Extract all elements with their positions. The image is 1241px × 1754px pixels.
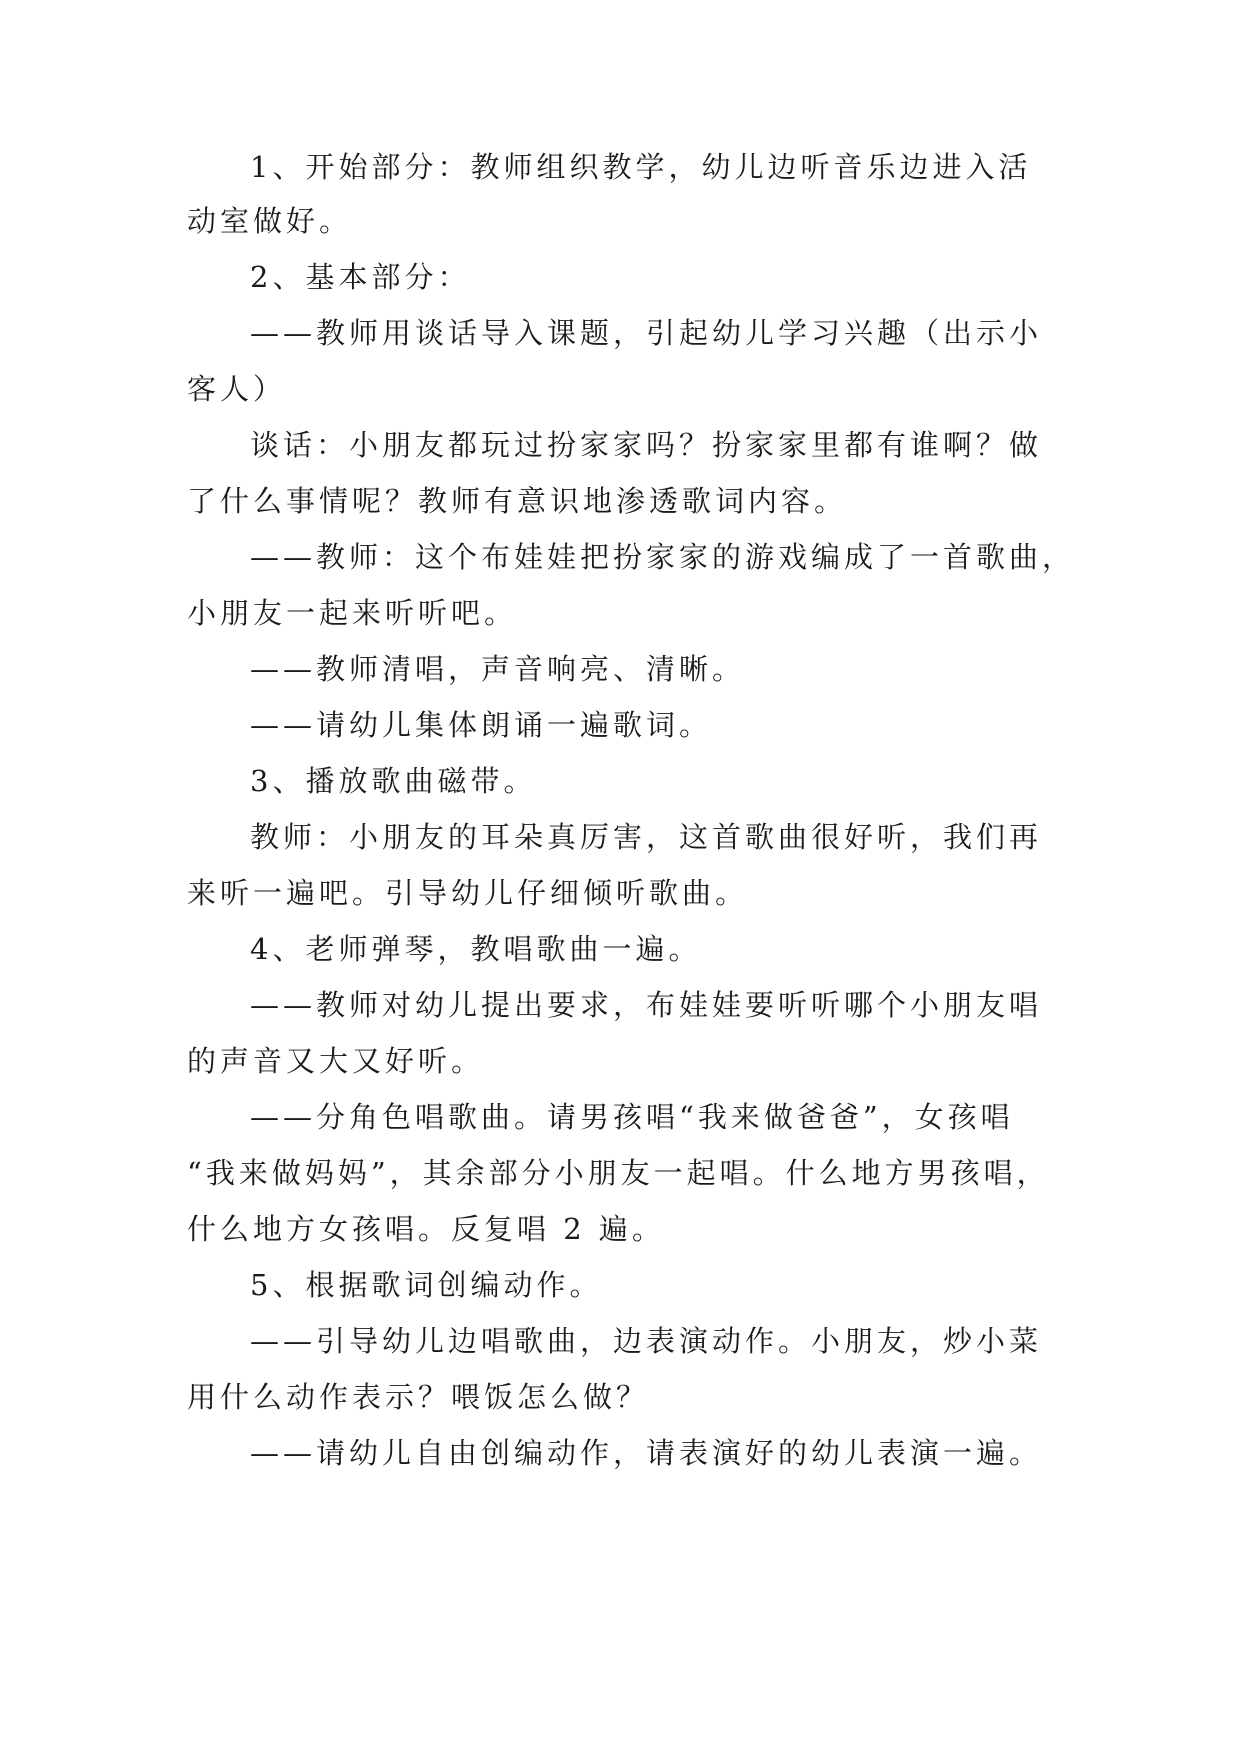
paragraph-line: ——分角色唱歌曲。请男孩唱“我来做爸爸”，女孩唱 bbox=[250, 1100, 1014, 1134]
paragraph-line: 用什么动作表示？喂饭怎么做？ bbox=[187, 1380, 650, 1414]
paragraph-line: 3、播放歌曲磁带。 bbox=[250, 764, 537, 798]
paragraph-line: ——引导幼儿边唱歌曲，边表演动作。小朋友，炒小菜 bbox=[250, 1324, 1043, 1358]
paragraph-line: 2、基本部分： bbox=[250, 260, 471, 294]
paragraph-line: 4、老师弹琴，教唱歌曲一遍。 bbox=[250, 932, 702, 966]
paragraph-line: ——请幼儿集体朗诵一遍歌词。 bbox=[250, 708, 713, 742]
paragraph-line: 什么地方女孩唱。反复唱 2 遍。 bbox=[187, 1212, 665, 1246]
paragraph-line: 来听一遍吧。引导幼儿仔细倾听歌曲。 bbox=[187, 876, 749, 910]
paragraph-line: ——请幼儿自由创编动作，请表演好的幼儿表演一遍。 bbox=[250, 1436, 1043, 1470]
paragraph-line: ——教师对幼儿提出要求，布娃娃要听听哪个小朋友唱 bbox=[250, 988, 1043, 1022]
paragraph-line: ——教师：这个布娃娃把扮家家的游戏编成了一首歌曲， bbox=[250, 540, 1076, 574]
paragraph-line: “我来做妈妈”，其余部分小朋友一起唱。什么地方男孩唱， bbox=[187, 1156, 1050, 1190]
paragraph-line: ——教师用谈话导入课题，引起幼儿学习兴趣（出示小 bbox=[250, 316, 1043, 350]
paragraph-line: 了什么事情呢？教师有意识地渗透歌词内容。 bbox=[187, 484, 848, 518]
paragraph-line: 小朋友一起来听听吧。 bbox=[187, 596, 518, 630]
paragraph-line: ——教师清唱，声音响亮、清晰。 bbox=[250, 652, 746, 686]
paragraph-line: 客人） bbox=[187, 372, 287, 406]
paragraph-line: 教师：小朋友的耳朵真厉害，这首歌曲很好听，我们再 bbox=[250, 820, 1043, 854]
paragraph-line: 5、根据歌词创编动作。 bbox=[250, 1268, 603, 1302]
paragraph-line: 1、开始部分：教师组织教学，幼儿边听音乐边进入活 bbox=[250, 150, 1032, 184]
paragraph-line: 谈话：小朋友都玩过扮家家吗？扮家家里都有谁啊？做 bbox=[250, 428, 1043, 462]
paragraph-line: 动室做好。 bbox=[187, 204, 353, 238]
paragraph-line: 的声音又大又好听。 bbox=[187, 1044, 485, 1078]
